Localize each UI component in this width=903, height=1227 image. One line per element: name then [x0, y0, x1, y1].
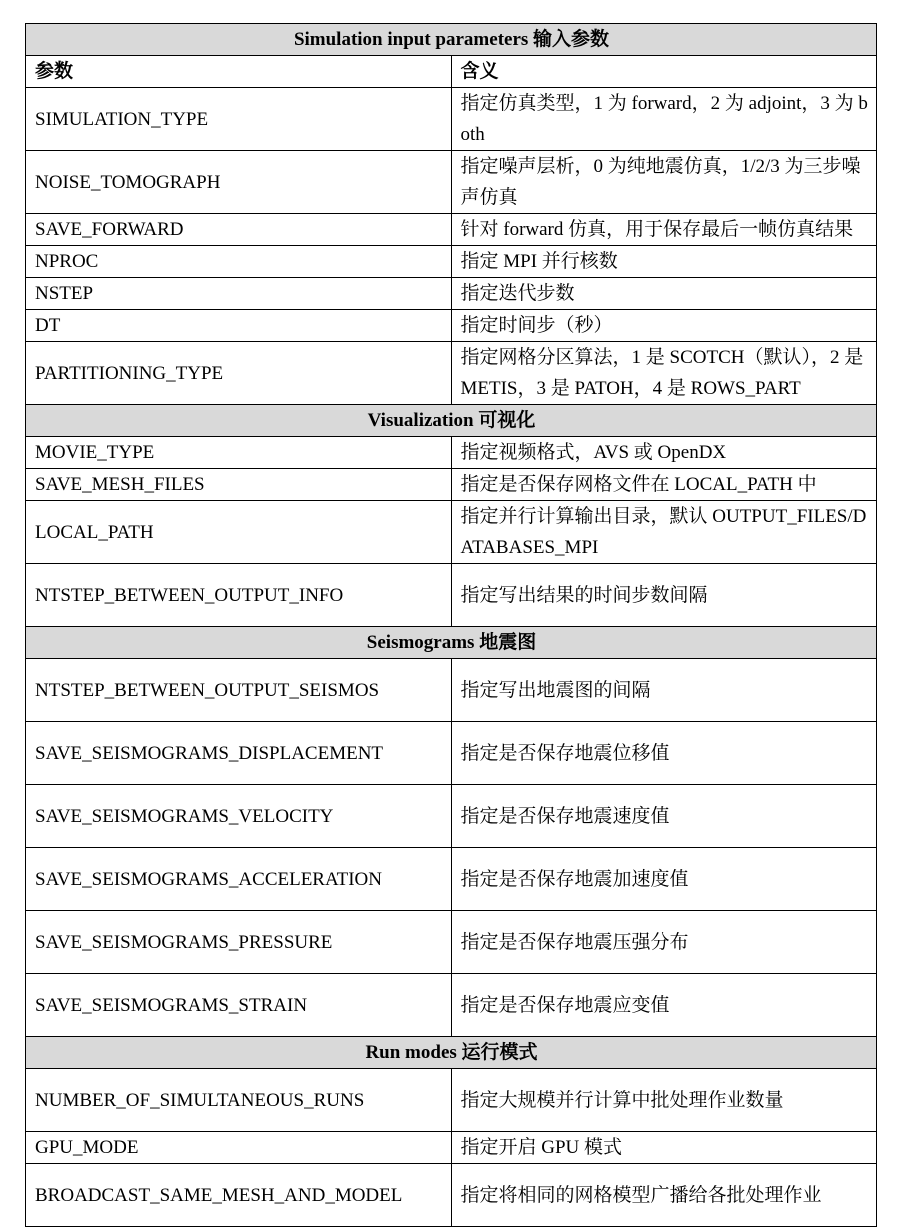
param-meaning: 指定 MPI 并行核数: [451, 246, 877, 278]
param-meaning: 指定仿真类型，1 为 forward，2 为 adjoint，3 为 both: [451, 88, 877, 151]
param-meaning: 针对 forward 仿真，用于保存最后一帧仿真结果: [451, 214, 877, 246]
param-name: SAVE_SEISMOGRAMS_VELOCITY: [26, 785, 452, 848]
section-header-row: [26, 24, 877, 56]
table-row: [26, 214, 877, 246]
table-row: [26, 246, 877, 278]
param-meaning: 指定是否保存地震加速度值: [451, 848, 877, 911]
table-row: [26, 1069, 877, 1132]
table-row: [26, 151, 877, 214]
param-meaning: 指定并行计算输出目录，默认 OUTPUT_FILES/DATABASES_MPI: [451, 501, 877, 564]
param-meaning: 指定是否保存网格文件在 LOCAL_PATH 中: [451, 469, 877, 501]
table-row: [26, 469, 877, 501]
table-row: [26, 278, 877, 310]
param-name: MOVIE_TYPE: [26, 437, 452, 469]
table-row: [26, 1132, 877, 1164]
section-header-row: [26, 1037, 877, 1069]
param-name: NTSTEP_BETWEEN_OUTPUT_INFO: [26, 564, 452, 627]
param-name: SAVE_MESH_FILES: [26, 469, 452, 501]
parameters-table: [25, 23, 877, 1227]
table-row: [26, 310, 877, 342]
section-title-run-modes: Run modes 运行模式: [26, 1037, 877, 1069]
param-meaning: 指定是否保存地震位移值: [451, 722, 877, 785]
param-name: GPU_MODE: [26, 1132, 452, 1164]
table-row: [26, 848, 877, 911]
column-header-param: 参数: [26, 56, 452, 88]
param-meaning: 指定是否保存地震应变值: [451, 974, 877, 1037]
param-name: NOISE_TOMOGRAPH: [26, 151, 452, 214]
param-name: SAVE_SEISMOGRAMS_STRAIN: [26, 974, 452, 1037]
table-row: [26, 501, 877, 564]
table-row: [26, 911, 877, 974]
param-name: LOCAL_PATH: [26, 501, 452, 564]
table-row: [26, 722, 877, 785]
param-name: SIMULATION_TYPE: [26, 88, 452, 151]
param-name: SAVE_FORWARD: [26, 214, 452, 246]
section-title-seismograms: Seismograms 地震图: [26, 627, 877, 659]
table-row: [26, 659, 877, 722]
param-name: PARTITIONING_TYPE: [26, 342, 452, 405]
param-meaning: 指定噪声层析，0 为纯地震仿真，1/2/3 为三步噪声仿真: [451, 151, 877, 214]
param-meaning: 指定大规模并行计算中批处理作业数量: [451, 1069, 877, 1132]
param-name: NUMBER_OF_SIMULTANEOUS_RUNS: [26, 1069, 452, 1132]
table-row: [26, 974, 877, 1037]
param-name: SAVE_SEISMOGRAMS_ACCELERATION: [26, 848, 452, 911]
param-meaning: 指定写出结果的时间步数间隔: [451, 564, 877, 627]
section-title-simulation: Simulation input parameters 输入参数: [26, 24, 877, 56]
param-meaning: 指定开启 GPU 模式: [451, 1132, 877, 1164]
param-meaning: 指定将相同的网格模型广播给各批处理作业: [451, 1164, 877, 1227]
param-name: SAVE_SEISMOGRAMS_DISPLACEMENT: [26, 722, 452, 785]
table-row: [26, 1164, 877, 1227]
column-header-row: [26, 56, 877, 88]
param-name: SAVE_SEISMOGRAMS_PRESSURE: [26, 911, 452, 974]
table-row: [26, 564, 877, 627]
table-row: [26, 88, 877, 151]
table-row: [26, 437, 877, 469]
section-header-row: [26, 627, 877, 659]
table-row: [26, 342, 877, 405]
param-name: NTSTEP_BETWEEN_OUTPUT_SEISMOS: [26, 659, 452, 722]
param-meaning: 指定视频格式，AVS 或 OpenDX: [451, 437, 877, 469]
section-title-visualization: Visualization 可视化: [26, 405, 877, 437]
param-meaning: 指定迭代步数: [451, 278, 877, 310]
table-row: [26, 785, 877, 848]
param-meaning: 指定网格分区算法，1 是 SCOTCH（默认），2 是 METIS，3 是 PATOH，4 是 ROWS_PART: [451, 342, 877, 405]
param-name: NSTEP: [26, 278, 452, 310]
param-name: NPROC: [26, 246, 452, 278]
param-name: BROADCAST_SAME_MESH_AND_MODEL: [26, 1164, 452, 1227]
column-header-meaning: 含义: [451, 56, 877, 88]
param-meaning: 指定写出地震图的间隔: [451, 659, 877, 722]
param-name: DT: [26, 310, 452, 342]
param-meaning: 指定是否保存地震压强分布: [451, 911, 877, 974]
param-meaning: 指定是否保存地震速度值: [451, 785, 877, 848]
section-header-row: [26, 405, 877, 437]
param-meaning: 指定时间步（秒）: [451, 310, 877, 342]
